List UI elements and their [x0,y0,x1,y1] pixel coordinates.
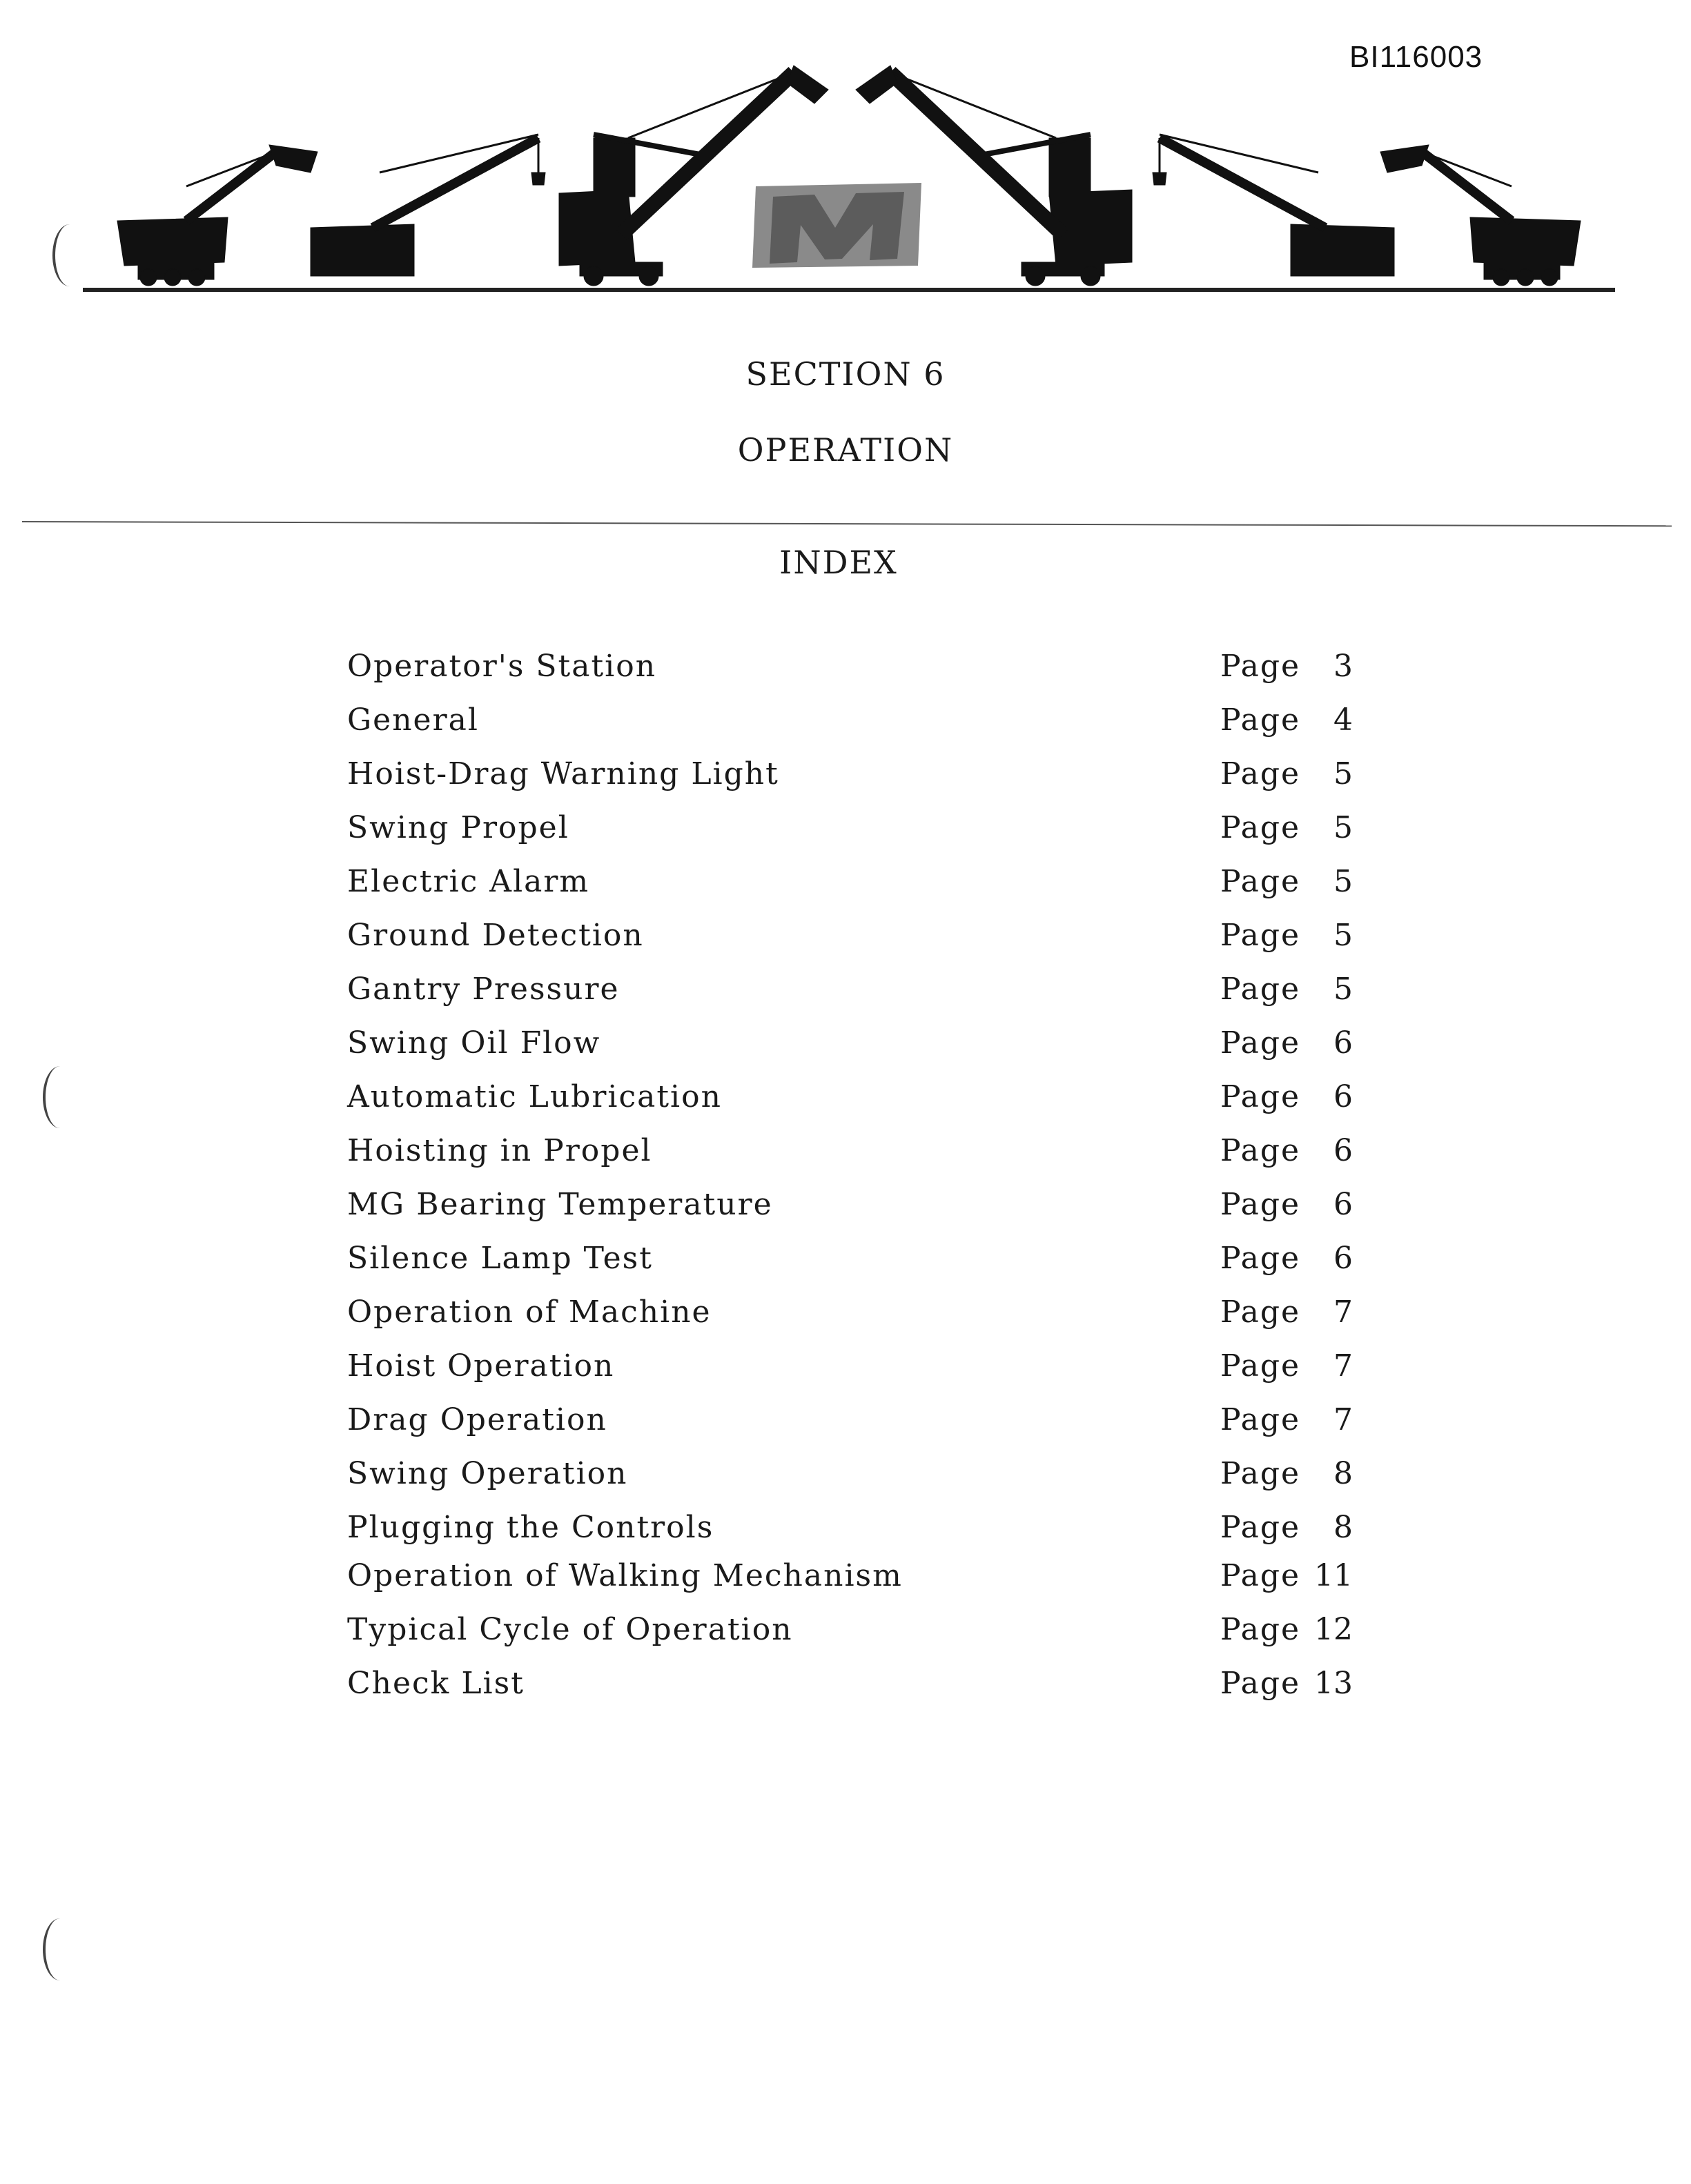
index-entry-page-word: Page [1220,810,1301,845]
index-entry-page-number: 5 [1333,864,1353,899]
index-entry-page-number: 4 [1333,702,1353,738]
index-entry-page-word: Page [1220,702,1301,738]
index-entry-label: Drag Operation [347,1402,607,1437]
index-entry [0,1510,1691,1558]
index-entry-label: General [347,702,479,738]
index-entry [0,1456,1691,1510]
index-entry-page-number: 6 [1333,1133,1353,1168]
index-entry-page-number: 8 [1333,1510,1353,1545]
index-entry [0,1187,1691,1241]
index-entry-page-number: 7 [1333,1295,1353,1330]
section-number: SECTION 6 [745,355,946,393]
index-entry-page-word: Page [1220,756,1301,791]
index-entry-page-word: Page [1220,1666,1301,1701]
index-entry-label: Swing Operation [347,1456,628,1491]
index-entry [0,972,1691,1025]
index-entry-page-number: 11 [1314,1558,1353,1593]
index-entry [0,702,1691,756]
index-entry-page-word: Page [1220,649,1301,684]
index-entry-page-word: Page [1220,1187,1301,1222]
index-entry-label: Operation of Machine [347,1295,712,1330]
index-entry-page-number: 7 [1333,1402,1353,1437]
index-entry-page-word: Page [1220,918,1301,953]
index-entry-label: Operation of Walking Mechanism [347,1558,903,1593]
index-entry-page-word: Page [1220,864,1301,899]
index-entry-label: Ground Detection [347,918,644,953]
index-entry-label: Check List [347,1666,525,1701]
index-entry [0,1612,1691,1666]
document-id: BI116003 [1349,40,1483,74]
dragline-left-2-icon [311,135,545,276]
binder-hole-icon [52,224,87,286]
index-entry-label: Silence Lamp Test [347,1241,653,1276]
index-entry [0,1666,1691,1720]
binder-hole-icon [43,1918,77,1980]
index-entry-page-word: Page [1220,972,1301,1007]
company-monogram-logo [752,183,921,268]
index-entry-label: Swing Oil Flow [347,1025,601,1061]
index-heading: INDEX [779,544,898,581]
index-entry [0,918,1691,972]
index-entry [0,1133,1691,1187]
index-entry [0,1079,1691,1133]
index-entry-page-word: Page [1220,1510,1301,1545]
index-entry-page-number: 7 [1333,1348,1353,1384]
index-entry-page-word: Page [1220,1241,1301,1276]
index-entry-page-word: Page [1220,1295,1301,1330]
index-entry [0,1348,1691,1402]
index-entry-page-word: Page [1220,1025,1301,1061]
index-entry-page-number: 6 [1333,1187,1353,1222]
index-entry-page-word: Page [1220,1612,1301,1647]
dragline-banner [83,62,1615,304]
index-entry-page-word: Page [1220,1348,1301,1384]
index-entry-page-word: Page [1220,1558,1301,1593]
index-entry-label: Gantry Pressure [347,972,620,1007]
index-entry-page-word: Page [1220,1133,1301,1168]
dragline-right-2-icon [1153,135,1394,276]
index-entry-label: MG Bearing Temperature [347,1187,773,1222]
index-entry-page-number: 12 [1314,1612,1353,1647]
index-entry-label: Operator's Station [347,649,657,684]
index-entry [0,1402,1691,1456]
index-entry [0,649,1691,702]
index-entry-page-number: 5 [1333,810,1353,845]
dragline-left-1-icon [117,145,317,286]
index-entry-page-number: 5 [1333,918,1353,953]
index-entry-label: Electric Alarm [347,864,590,899]
index-entry-page-number: 6 [1333,1079,1353,1114]
index-entry-page-number: 6 [1333,1025,1353,1061]
index-entry-label: Hoisting in Propel [347,1133,652,1168]
index-entry [0,1025,1691,1079]
dragline-right-1-icon [1380,145,1581,286]
index-entry-page-word: Page [1220,1456,1301,1491]
index-entry-page-word: Page [1220,1079,1301,1114]
index-entry-label: Hoist Operation [347,1348,615,1384]
index-entry-page-number: 8 [1333,1456,1353,1491]
index-entry-label: Hoist-Drag Warning Light [347,756,779,791]
index-entry-page-number: 5 [1333,972,1353,1007]
index-entry-label: Swing Propel [347,810,569,845]
index-entry-page-number: 6 [1333,1241,1353,1276]
index-entry-label: Automatic Lubrication [347,1079,722,1114]
index-entry-label: Typical Cycle of Operation [347,1612,793,1647]
index-entry [0,864,1691,918]
index-entry [0,1295,1691,1348]
index-entry [0,1558,1691,1612]
horizontal-divider [22,521,1672,527]
index-list [0,649,1691,1720]
index-entry-page-number: 3 [1333,649,1353,684]
index-entry-page-word: Page [1220,1402,1301,1437]
index-entry-label: Plugging the Controls [347,1510,714,1545]
index-entry [0,756,1691,810]
index-entry [0,1241,1691,1295]
index-entry-page-number: 13 [1314,1666,1353,1701]
index-entry [0,810,1691,864]
index-entry-page-number: 5 [1333,756,1353,791]
section-title: OPERATION [737,431,954,469]
